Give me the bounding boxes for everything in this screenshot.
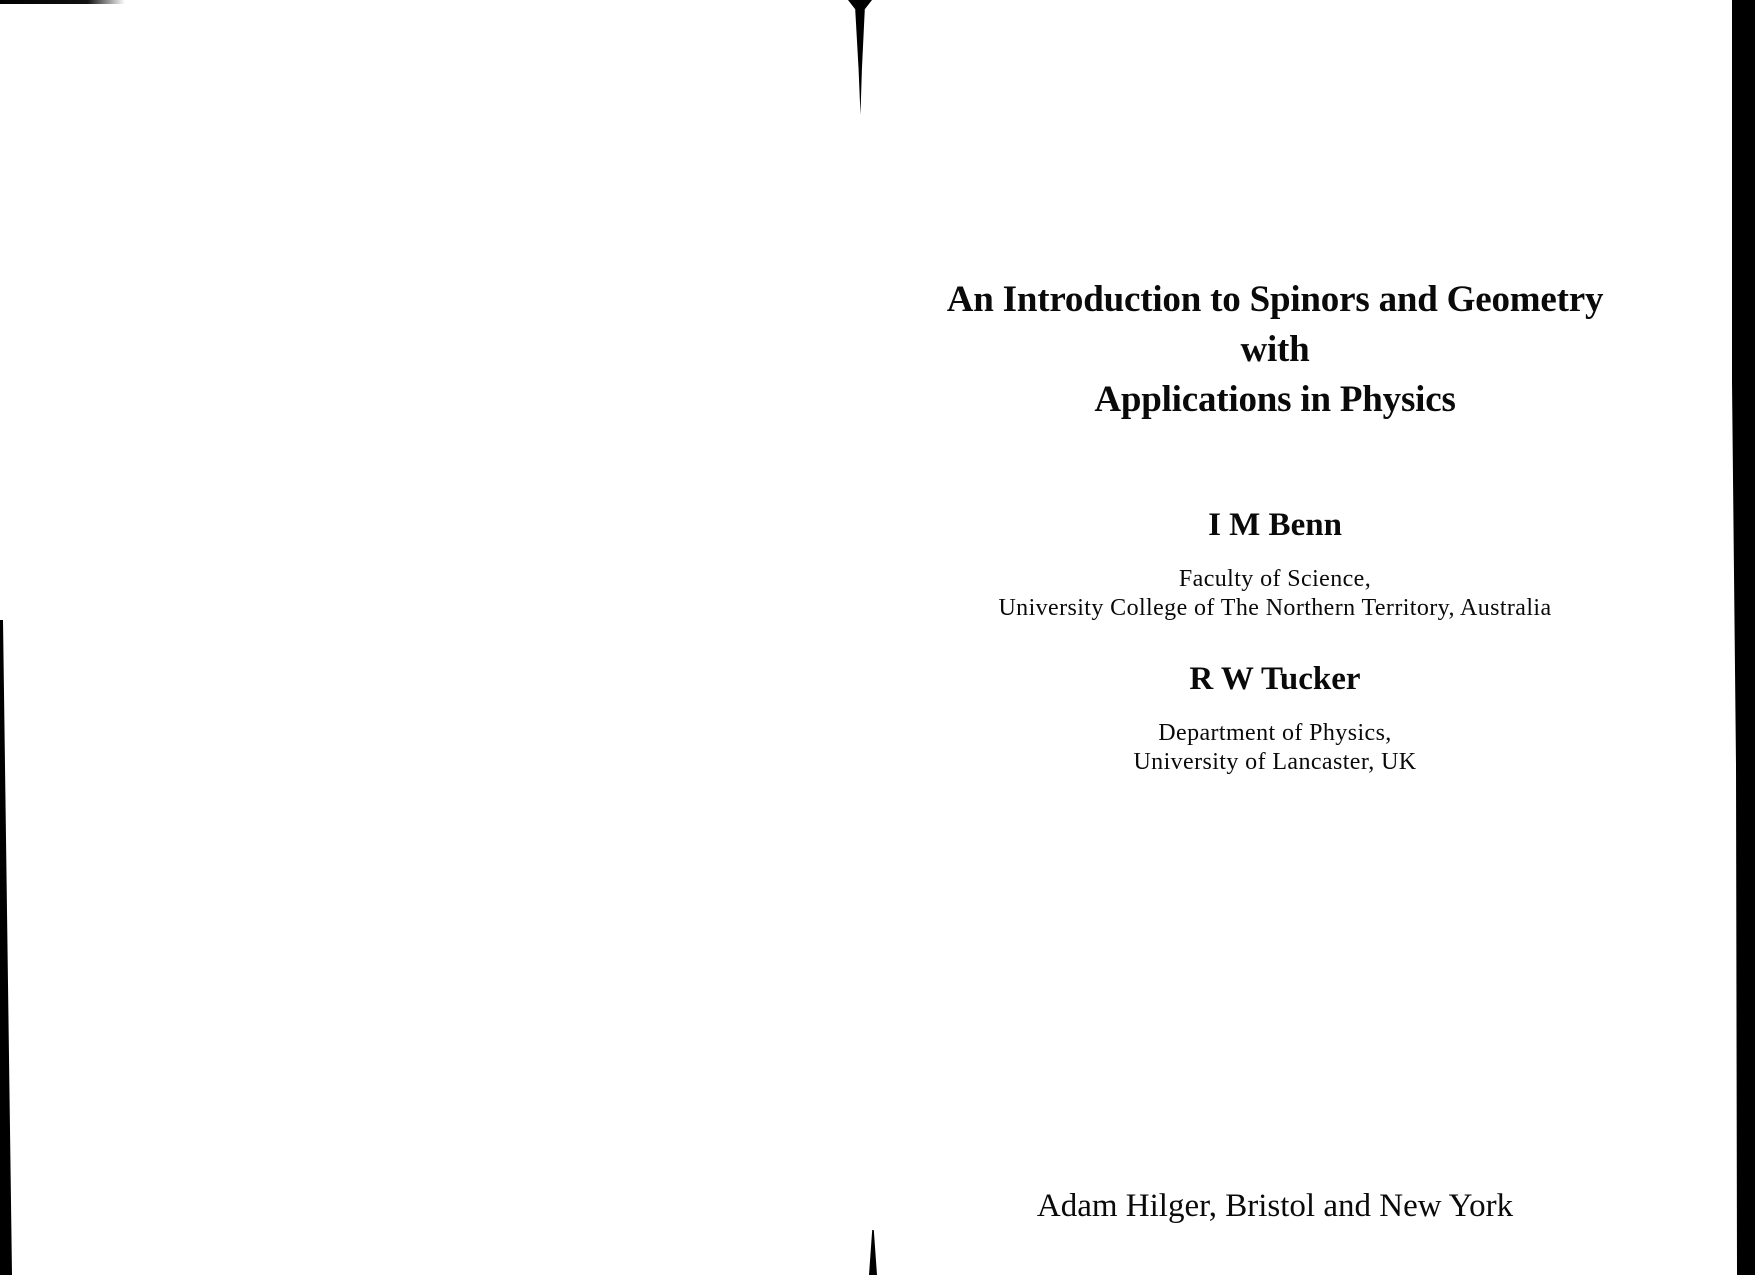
author-affiliation-benn-line-2: University College of The Northern Territory, Australia xyxy=(998,595,1552,621)
title-page xyxy=(860,0,1732,1275)
publisher-imprint: Adam Hilger, Bristol and New York xyxy=(1036,1188,1514,1224)
book-title-line-3: Applications in Physics xyxy=(1094,379,1456,420)
author-affiliation-tucker-line-1: Department of Physics, xyxy=(1158,720,1392,746)
author-affiliation-tucker-line-2: University of Lancaster, UK xyxy=(1133,749,1417,775)
book-title-line-1: An Introduction to Spinors and Geometry xyxy=(946,279,1604,320)
scan-edge-top-left xyxy=(0,0,125,4)
author-name-tucker: R W Tucker xyxy=(1189,661,1361,697)
left-page-blank xyxy=(0,0,860,1275)
scan-edge-right xyxy=(1732,0,1755,1275)
book-title-line-2: with xyxy=(1240,329,1310,370)
author-affiliation-benn-line-1: Faculty of Science, xyxy=(1178,566,1372,592)
author-name-benn: I M Benn xyxy=(1208,507,1342,543)
